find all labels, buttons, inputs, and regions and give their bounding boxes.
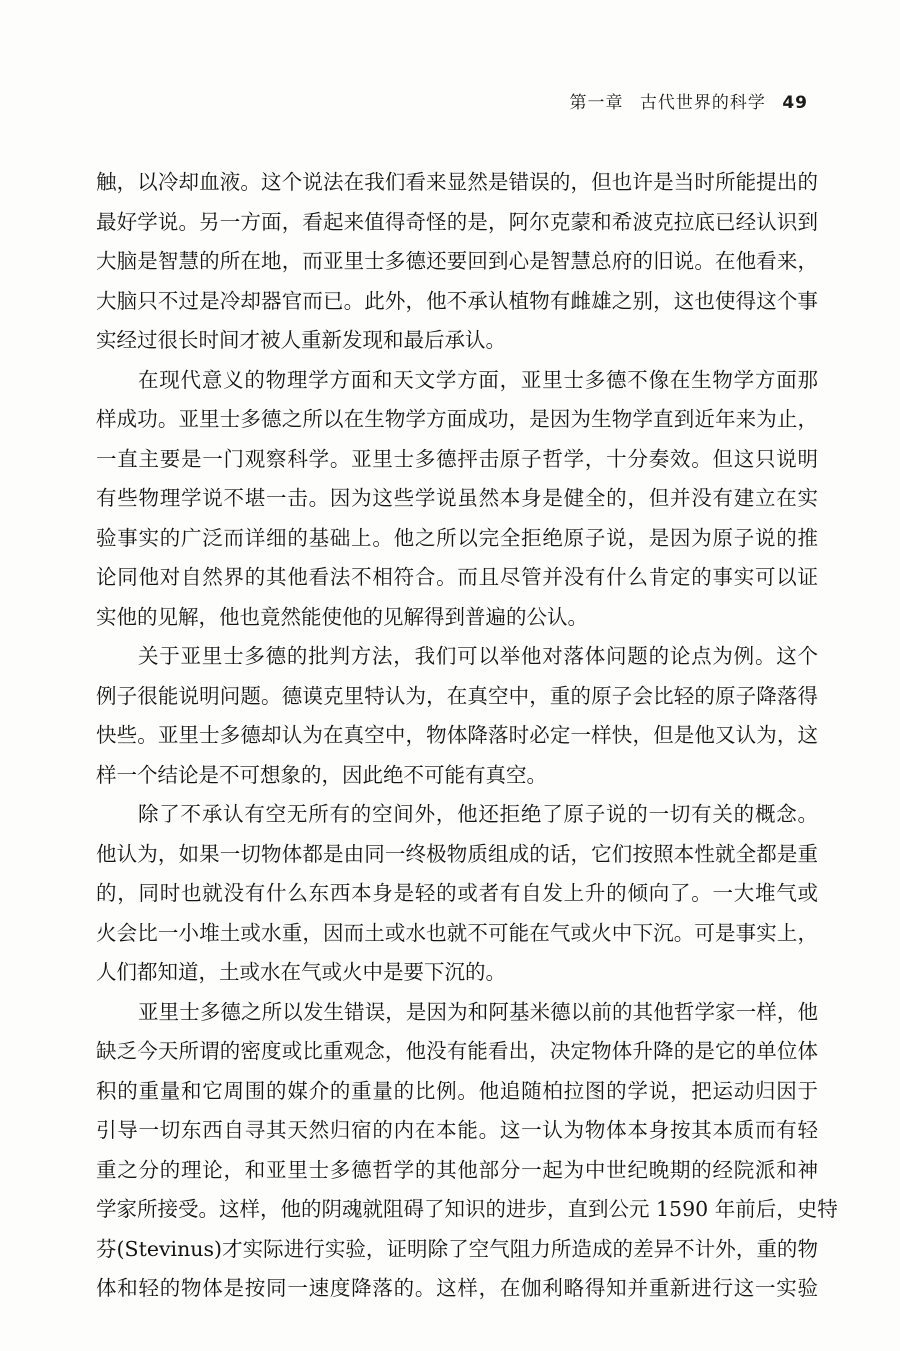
paragraph (96, 993, 838, 1309)
paragraph (96, 795, 818, 993)
text-line: 除了不承认有空无所有的空间外，他还拒绝了原子说的一切有关的概念。 (138, 802, 818, 826)
paragraph (96, 361, 818, 638)
text-line: 亚里士多德之所以发生错误，是因为和阿基米德以前的其他哲学家一样，他 (138, 999, 818, 1024)
text-line: 有些物理学说不堪一击。因为这些学说虽然本身是健全的，但并没有建立在实 (96, 486, 818, 510)
text-line: 火会比一小堆土或水重，因而土或水也就不可能在气或火中下沉。可是事实上， (96, 920, 818, 945)
paragraph (96, 637, 818, 795)
text-line: 引导一切东西自寻其天然归宿的内在本能。这一认为物体本身按其本质而有轻 (96, 1118, 818, 1142)
text-line: 一直主要是一门观察科学。亚里士多德抨击原子哲学，十分奏效。但这只说明 (96, 446, 818, 471)
text-line: 体和轻的物体是按同一速度降落的。这样，在伽利略得知并重新进行这一实验 (96, 1276, 818, 1300)
text-line: 快些。亚里士多德却认为在真空中，物体降落时必定一样快，但是他又认为，这 (96, 723, 818, 747)
chapter-label: 第一章 (569, 93, 624, 113)
text-line: 实他的见解，他也竟然能使他的见解得到普遍的公认。 (96, 604, 588, 629)
section-title: 古代世界的科学 (639, 93, 766, 113)
text-line: 验事实的广泛而详细的基础上。他之所以完全拒绝原子说，是因为原子说的推 (96, 525, 818, 550)
text-line: 在现代意义的物理学方面和天文学方面，亚里士多德不像在生物学方面那 (138, 367, 818, 392)
body-text (96, 163, 838, 1309)
running-header (570, 88, 808, 113)
text-line: 芬(Stevinus)才实际进行实验，证明除了空气阻力所造成的差异不计外，重的物 (96, 1236, 818, 1261)
paragraph (96, 163, 818, 361)
text-line: 实经过很长时间才被人重新发现和最后承认。 (96, 328, 506, 352)
text-line: 样一个结论是不可想象的，因此绝不可能有真空。 (96, 762, 547, 787)
text-line: 重之分的理论，和亚里士多德哲学的其他部分一起为中世纪晚期的经院派和神 (96, 1157, 818, 1182)
text-line: 人们都知道，土或水在气或火中是要下沉的。 (96, 960, 506, 984)
text-line: 例子很能说明问题。德谟克里特认为，在真空中，重的原子会比轻的原子降落得 (96, 683, 818, 708)
text-line: 样成功。亚里士多德之所以在生物学方面成功，是因为生物学直到近年来为止， (96, 407, 818, 431)
text-line: 积的重量和它周围的媒介的重量的比例。他追随柏拉图的学说，把运动归因于 (96, 1078, 818, 1103)
text-line: 触，以冷却血液。这个说法在我们看来显然是错误的，但也许是当时所能提出的 (96, 170, 818, 194)
text-line: 关于亚里士多德的批判方法，我们可以举他对落体问题的论点为例。这个 (138, 644, 818, 668)
page-number: 49 (782, 93, 808, 113)
text-line: 大脑是智慧的所在地，而亚里士多德还要回到心是智慧总府的旧说。在他看来， (96, 249, 818, 273)
text-line: 学家所接受。这样，他的阴魂就阻碍了知识的进步，直到公元 1590 年前后，史特 (96, 1197, 838, 1221)
text-line: 他认为，如果一切物体都是由同一终极物质组成的话，它们按照本性就全都是重 (96, 841, 818, 866)
text-line: 论同他对自然界的其他看法不相符合。而且尽管并没有什么肯定的事实可以证 (96, 565, 818, 589)
text-line: 大脑只不过是冷却器官而已。此外，他不承认植物有雌雄之别，这也使得这个事 (96, 288, 818, 313)
text-line: 缺乏今天所谓的密度或比重观念，他没有能看出，决定物体升降的是它的单位体 (96, 1039, 818, 1063)
text-line: 的，同时也就没有什么东西本身是轻的或者有自发上升的倾向了。一大堆气或 (96, 881, 818, 905)
text-line: 最好学说。另一方面，看起来值得奇怪的是，阿尔克蒙和希波克拉底已经认识到 (96, 209, 818, 234)
